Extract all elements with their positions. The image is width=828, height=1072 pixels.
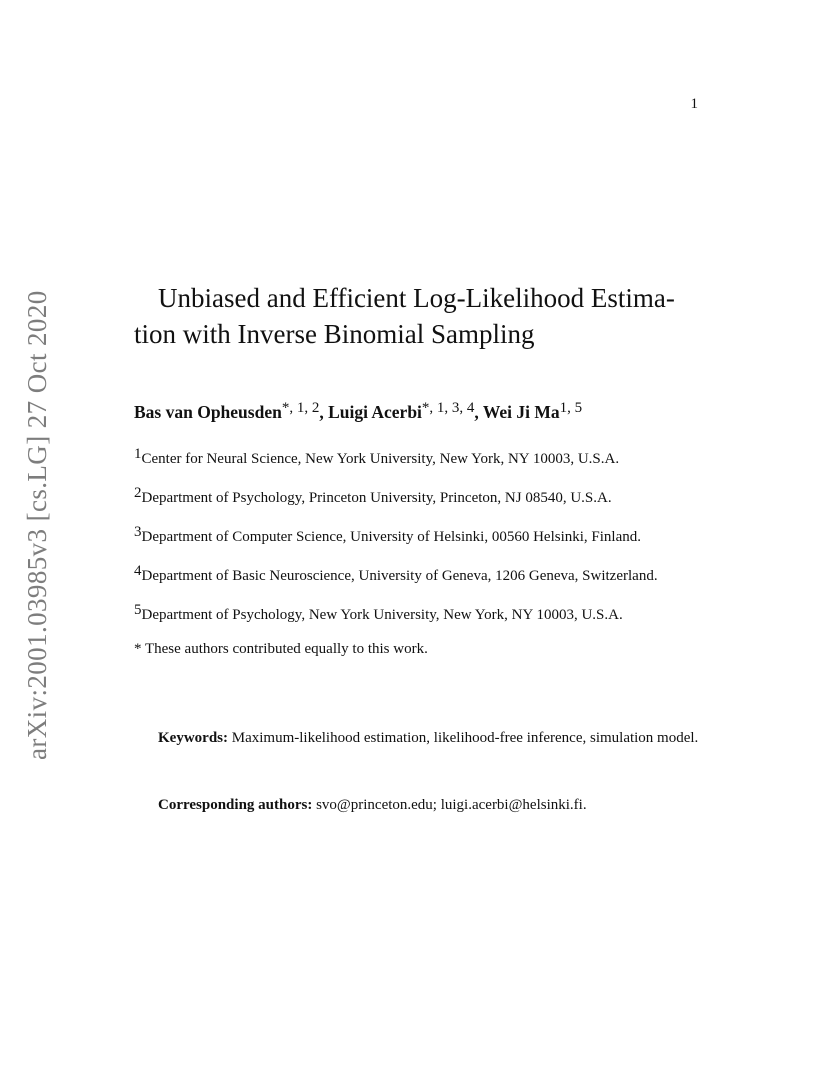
affiliation-text: Department of Computer Science, University of Helsinki, 00560 Helsinki, Finland.	[141, 529, 641, 545]
affiliation-mark: 3	[134, 524, 142, 540]
keywords	[134, 719, 702, 758]
keywords-label: Keywords:	[158, 730, 228, 746]
page-number: 1	[690, 96, 698, 112]
keywords-text: Maximum-likelihood estimation, likelihood-free inference, simulation model.	[228, 730, 699, 746]
author-name: Wei Ji Ma	[482, 402, 560, 422]
affiliation-mark: 4	[134, 563, 142, 579]
affiliation-4	[134, 563, 658, 585]
affiliation-text: Department of Psychology, New York University, New York, NY 10003, U.S.A.	[141, 607, 623, 623]
equal-contribution-mark: *	[134, 641, 142, 657]
author-list	[134, 400, 582, 423]
author-affiliation-marks: *, 1, 3, 4	[421, 400, 475, 416]
equal-contribution-note	[134, 641, 428, 658]
corresponding-authors-emails: svo@princeton.edu; luigi.acerbi@helsinki.fi.	[312, 797, 587, 813]
author-name: Luigi Acerbi	[328, 402, 422, 422]
paper-title	[134, 280, 714, 352]
corresponding-authors	[158, 797, 587, 814]
arxiv-identifier: arXiv:2001.03985v3 [cs.LG] 27 Oct 2020	[22, 290, 52, 760]
author-name: Bas van Opheusden	[134, 402, 282, 422]
affiliation-mark: 2	[134, 485, 142, 501]
affiliation-text: Center for Neural Science, New York University, New York, NY 10003, U.S.A.	[141, 451, 620, 467]
author-affiliation-marks: 1, 5	[559, 400, 583, 416]
equal-contribution-text: These authors contributed equally to this work.	[141, 641, 428, 657]
author-separator: ,	[474, 402, 483, 422]
affiliation-1	[134, 446, 619, 468]
affiliation-mark: 1	[134, 446, 142, 462]
paper-title-line-1: Unbiased and Efficient Log-Likelihood Estima-	[158, 283, 675, 313]
affiliation-mark: 5	[134, 602, 142, 618]
affiliation-3	[134, 524, 641, 546]
affiliation-5	[134, 602, 623, 624]
author-separator: ,	[319, 402, 329, 422]
paper-title-line-2: tion with Inverse Binomial Sampling	[134, 319, 535, 349]
affiliation-text: Department of Basic Neuroscience, University of Geneva, 1206 Geneva, Switzerland.	[141, 568, 658, 584]
affiliation-2	[134, 485, 612, 507]
author-affiliation-marks: *, 1, 2	[281, 400, 320, 416]
corresponding-authors-label: Corresponding authors:	[158, 797, 313, 813]
affiliation-text: Department of Psychology, Princeton University, Princeton, NJ 08540, U.S.A.	[141, 490, 612, 506]
